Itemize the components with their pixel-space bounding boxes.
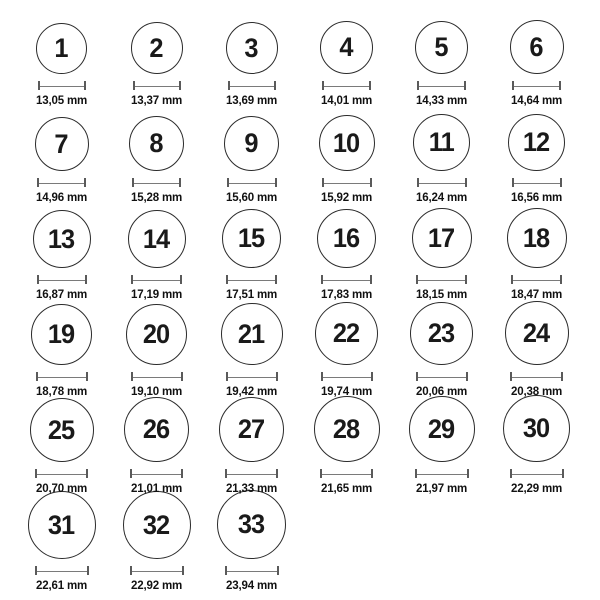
diameter-measure-line [226, 372, 278, 381]
ring-size-number: 33 [238, 509, 265, 539]
ring-size-cell [204, 397, 299, 495]
diameter-label: 13,37 mm [130, 93, 182, 107]
measure-line-bar [228, 280, 275, 281]
measure-line-bar [133, 377, 181, 378]
diameter-measure-line [321, 372, 373, 381]
ring-size-cell [14, 23, 109, 107]
ring-circle [224, 116, 279, 171]
ring-circle [317, 209, 376, 268]
ring-circle [412, 208, 472, 268]
ring-size-number: 17 [428, 222, 455, 253]
diameter-label: 20,38 mm [510, 384, 562, 398]
ring-size-cell [394, 396, 489, 495]
ring-circle [505, 301, 569, 365]
ring-size-cell [109, 22, 204, 107]
diameter-measure-line [322, 81, 371, 90]
ring-size-cell [204, 490, 299, 592]
ring-size-number: 31 [48, 509, 75, 540]
measure-line-bar [227, 571, 277, 572]
measure-line-bar [419, 86, 464, 87]
ring-size-number: 7 [54, 128, 69, 159]
diameter-measure-line [228, 81, 276, 90]
ring-size-row [14, 398, 586, 495]
diameter-measure-line [226, 275, 277, 284]
diameter-measure-line [321, 275, 372, 284]
ring-size-cell [14, 491, 109, 592]
diameter-measure-line [415, 469, 469, 478]
diameter-label: 15,28 mm [130, 190, 182, 204]
ring-size-cell [204, 22, 299, 107]
diameter-measure-line [38, 81, 86, 90]
diameter-measure-line [36, 372, 88, 381]
diameter-label: 14,01 mm [320, 93, 372, 107]
measure-line-bar [39, 183, 84, 184]
measure-line-bar [37, 571, 87, 572]
ring-size-cell [299, 209, 394, 301]
ring-size-cell [489, 208, 584, 301]
measure-line-bar [228, 377, 276, 378]
ring-circle [222, 209, 281, 268]
measure-line-bar [132, 474, 181, 475]
diameter-label: 19,10 mm [130, 384, 182, 398]
ring-size-number: 20 [143, 319, 170, 349]
diameter-measure-line [131, 275, 182, 284]
diameter-measure-line [417, 81, 466, 90]
ring-size-cell [299, 21, 394, 107]
ring-size-number: 5 [434, 32, 449, 62]
ring-circle [314, 396, 380, 462]
ring-circle [508, 114, 565, 171]
diameter-label: 17,83 mm [320, 287, 372, 301]
ring-circle [226, 22, 278, 74]
measure-line-bar [418, 377, 466, 378]
measure-line-bar [514, 86, 559, 87]
ring-size-cell [109, 210, 204, 301]
diameter-label: 21,65 mm [320, 481, 372, 495]
ring-size-number: 32 [143, 509, 170, 540]
ring-circle [409, 396, 475, 462]
ring-size-number: 14 [143, 223, 170, 254]
diameter-label: 13,69 mm [225, 93, 277, 107]
diameter-label: 15,60 mm [225, 190, 277, 204]
ring-size-cell [14, 117, 109, 204]
ring-circle [319, 115, 375, 171]
diameter-measure-line [320, 469, 373, 478]
measure-line-bar [132, 571, 182, 572]
ring-size-number: 28 [333, 413, 360, 444]
ring-circle [315, 302, 378, 365]
ring-size-number: 27 [238, 414, 265, 444]
diameter-measure-line [510, 469, 564, 478]
ring-size-number: 8 [149, 128, 164, 158]
diameter-label: 22,61 mm [35, 578, 87, 592]
ring-circle [33, 210, 91, 268]
measure-line-bar [417, 474, 467, 475]
ring-size-number: 4 [339, 32, 354, 62]
measure-line-bar [323, 280, 370, 281]
ring-size-number: 18 [523, 222, 550, 253]
measure-line-bar [512, 377, 561, 378]
diameter-label: 23,94 mm [225, 578, 277, 592]
diameter-label: 15,92 mm [320, 190, 372, 204]
ring-size-number: 22 [333, 318, 360, 348]
ring-size-cell [394, 302, 489, 398]
ring-size-cell [109, 397, 204, 495]
diameter-label: 19,74 mm [320, 384, 372, 398]
ring-size-cell [394, 114, 489, 204]
diameter-label: 13,05 mm [35, 93, 87, 107]
ring-size-number: 15 [238, 223, 265, 253]
ring-circle [413, 114, 470, 171]
ring-circle [219, 397, 284, 462]
ring-circle [221, 303, 283, 365]
measure-line-bar [229, 183, 275, 184]
ring-size-number: 24 [523, 317, 550, 348]
ring-size-number: 21 [238, 318, 265, 349]
ring-size-number: 23 [428, 318, 455, 348]
ring-size-cell [394, 21, 489, 107]
ring-circle [415, 21, 468, 74]
diameter-label: 20,70 mm [35, 481, 87, 495]
measure-line-bar [322, 474, 371, 475]
measure-line-bar [514, 183, 560, 184]
ring-size-cell [14, 398, 109, 495]
ring-circle [129, 116, 184, 171]
ring-size-cell [489, 20, 584, 107]
ring-size-number: 13 [48, 223, 75, 254]
ring-circle [124, 397, 189, 462]
ring-size-cell [109, 491, 204, 592]
measure-line-bar [512, 474, 562, 475]
ring-size-row [14, 107, 586, 204]
ring-size-number: 16 [333, 223, 360, 253]
ring-size-number: 3 [244, 32, 259, 63]
diameter-measure-line [417, 178, 467, 187]
ring-circle [217, 490, 286, 559]
diameter-measure-line [225, 566, 279, 575]
ring-circle [128, 210, 186, 268]
diameter-label: 18,78 mm [35, 384, 87, 398]
measure-line-bar [513, 280, 560, 281]
ring-size-number: 11 [429, 127, 454, 157]
diameter-measure-line [133, 81, 181, 90]
diameter-measure-line [130, 566, 184, 575]
ring-circle [28, 491, 96, 559]
measure-line-bar [419, 183, 465, 184]
diameter-label: 21,97 mm [415, 481, 467, 495]
diameter-measure-line [37, 275, 87, 284]
measure-line-bar [37, 474, 86, 475]
ring-size-cell [489, 395, 584, 495]
diameter-label: 16,56 mm [510, 190, 562, 204]
diameter-label: 22,92 mm [130, 578, 182, 592]
measure-line-bar [38, 377, 86, 378]
measure-line-bar [39, 280, 85, 281]
diameter-label: 14,64 mm [510, 93, 562, 107]
measure-line-bar [227, 474, 276, 475]
diameter-measure-line [512, 178, 562, 187]
ring-size-cell [299, 115, 394, 204]
ring-circle [507, 208, 567, 268]
ring-size-cell [299, 302, 394, 398]
diameter-label: 18,15 mm [415, 287, 467, 301]
diameter-label: 16,87 mm [35, 287, 87, 301]
ring-circle [35, 117, 89, 171]
ring-circle [510, 20, 564, 74]
ring-circle [30, 398, 94, 462]
ring-circle [131, 22, 183, 74]
diameter-measure-line [512, 81, 561, 90]
diameter-measure-line [416, 372, 468, 381]
diameter-measure-line [511, 275, 562, 284]
ring-size-cell [14, 210, 109, 301]
diameter-label: 22,29 mm [510, 481, 562, 495]
diameter-label: 16,24 mm [415, 190, 467, 204]
ring-size-chart [14, 10, 586, 600]
ring-size-row [14, 10, 586, 107]
diameter-measure-line [131, 372, 183, 381]
ring-size-cell [489, 301, 584, 398]
ring-circle [320, 21, 373, 74]
ring-size-cell [394, 208, 489, 301]
diameter-label: 21,01 mm [130, 481, 182, 495]
diameter-label: 17,51 mm [225, 287, 277, 301]
diameter-measure-line [37, 178, 86, 187]
diameter-label: 20,06 mm [415, 384, 467, 398]
diameter-label: 14,33 mm [415, 93, 467, 107]
ring-size-row [14, 301, 586, 398]
ring-circle [123, 491, 191, 559]
ring-circle [36, 23, 87, 74]
diameter-measure-line [322, 178, 372, 187]
diameter-label: 17,19 mm [130, 287, 182, 301]
diameter-label: 19,42 mm [225, 384, 277, 398]
ring-size-number: 26 [143, 414, 170, 444]
ring-size-number: 9 [244, 128, 259, 158]
ring-size-cell [109, 304, 204, 398]
ring-size-number: 25 [48, 414, 75, 445]
ring-size-cell [204, 209, 299, 301]
ring-size-cell [14, 304, 109, 398]
diameter-measure-line [510, 372, 563, 381]
diameter-label: 21,33 mm [225, 481, 277, 495]
diameter-measure-line [416, 275, 467, 284]
ring-size-cell [109, 116, 204, 204]
measure-line-bar [135, 86, 179, 87]
ring-size-number: 19 [48, 319, 75, 349]
ring-size-cell [204, 116, 299, 204]
diameter-measure-line [130, 469, 183, 478]
ring-circle [126, 304, 187, 365]
measure-line-bar [230, 86, 274, 87]
ring-size-row [14, 495, 586, 592]
measure-line-bar [324, 183, 370, 184]
diameter-label: 18,47 mm [510, 287, 562, 301]
ring-size-cell [489, 114, 584, 204]
ring-size-number: 30 [523, 413, 550, 443]
ring-size-number: 10 [333, 127, 360, 158]
ring-size-number: 6 [529, 31, 544, 62]
ring-size-number: 29 [428, 413, 455, 444]
ring-size-number: 1 [54, 33, 69, 63]
measure-line-bar [133, 280, 180, 281]
diameter-measure-line [132, 178, 181, 187]
diameter-measure-line [35, 566, 89, 575]
ring-circle [31, 304, 92, 365]
measure-line-bar [40, 86, 84, 87]
diameter-measure-line [227, 178, 277, 187]
diameter-label: 14,96 mm [35, 190, 87, 204]
measure-line-bar [323, 377, 371, 378]
diameter-measure-line [35, 469, 88, 478]
measure-line-bar [324, 86, 369, 87]
measure-line-bar [418, 280, 465, 281]
ring-size-cell [204, 303, 299, 398]
ring-size-row [14, 204, 586, 301]
ring-size-number: 12 [523, 127, 550, 157]
ring-size-cell [299, 396, 394, 495]
ring-size-number: 2 [149, 32, 164, 63]
ring-circle [503, 395, 570, 462]
measure-line-bar [134, 183, 179, 184]
ring-circle [410, 302, 473, 365]
diameter-measure-line [225, 469, 278, 478]
